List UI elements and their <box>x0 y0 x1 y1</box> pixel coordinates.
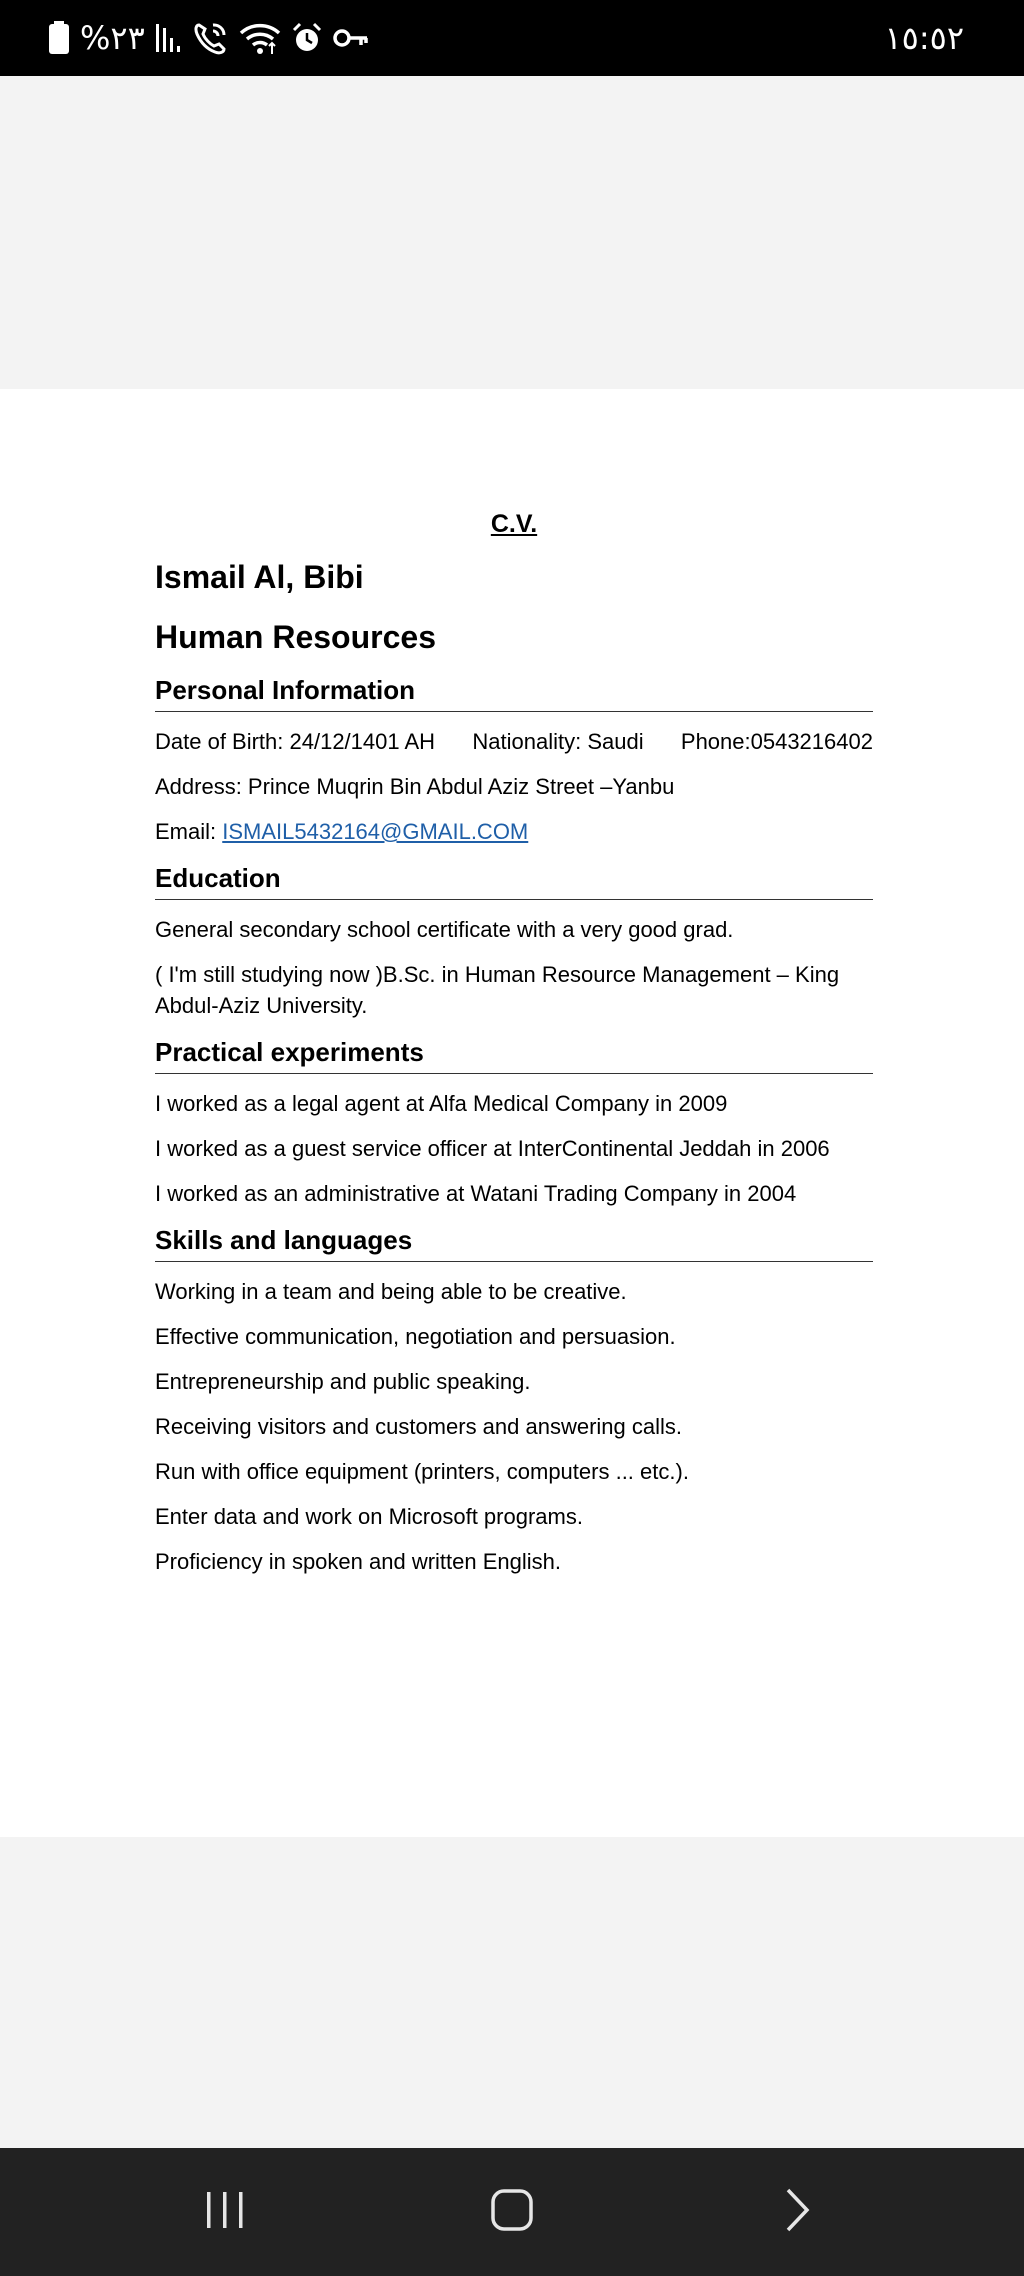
status-icons <box>48 14 369 62</box>
nationality: Nationality: Saudi <box>472 729 644 754</box>
skill-item: Working in a team and being able to be creative. <box>155 1279 627 1304</box>
email-line <box>155 816 873 847</box>
email-link[interactable]: ISMAIL5432164@GMAIL.COM <box>222 819 529 844</box>
section-heading-skills: Skills and languages <box>155 1223 873 1262</box>
skill-item: Proficiency in spoken and written English. <box>155 1549 561 1574</box>
section-heading-experience: Practical experiments <box>155 1035 873 1074</box>
experience-item: I worked as an administrative at Watani Trading Company in 2004 <box>155 1181 797 1206</box>
signal-icon <box>155 22 183 54</box>
vpn-key-icon <box>333 26 369 50</box>
navigation-bar <box>0 2148 1024 2276</box>
section-heading-personal: Personal Information <box>155 673 873 712</box>
home-icon <box>489 2187 535 2238</box>
document-content <box>155 509 873 1591</box>
person-name: Ismail Al, Bibi <box>155 559 364 595</box>
chevron-right-icon <box>782 2187 812 2238</box>
wifi-icon <box>239 21 281 55</box>
home-button[interactable] <box>452 2148 572 2276</box>
person-role: Human Resources <box>155 619 436 655</box>
document-title: C.V. <box>490 510 538 538</box>
address: Address: Prince Muqrin Bin Abdul Aziz Street –Yanbu <box>155 774 675 799</box>
alarm-icon <box>291 22 323 54</box>
experience-item: I worked as a guest service officer at InterContinental Jeddah in 2006 <box>155 1136 830 1161</box>
skill-item: Entrepreneurship and public speaking. <box>155 1369 531 1394</box>
email-label: Email: <box>155 819 223 844</box>
skill-item: Enter data and work on Microsoft programs. <box>155 1504 583 1529</box>
status-bar <box>0 0 1024 76</box>
skill-item: Run with office equipment (printers, computers ... etc.). <box>155 1459 689 1484</box>
battery-icon <box>48 21 70 55</box>
status-time: ١٥:٥٢ <box>884 19 964 57</box>
date-of-birth: Date of Birth: 24/12/1401 AH <box>155 729 436 754</box>
skill-item: Receiving visitors and customers and answering calls. <box>155 1414 683 1439</box>
experience-item: I worked as a legal agent at Alfa Medical Company in 2009 <box>155 1091 728 1116</box>
wifi-call-icon <box>193 21 229 55</box>
personal-details-row <box>155 726 873 757</box>
back-button[interactable] <box>737 2148 857 2276</box>
phone: Phone:0543216402 <box>680 729 873 754</box>
education-item: General secondary school certificate with a very good grad. <box>155 917 734 942</box>
section-heading-education: Education <box>155 861 873 900</box>
recents-button[interactable] <box>165 2148 285 2276</box>
skill-item: Effective communication, negotiation and persuasion. <box>155 1324 676 1349</box>
document-page[interactable] <box>0 389 1024 1837</box>
education-item: ( I'm still studying now )B.Sc. in Human Resource Management – King Abdul-Aziz University. <box>155 962 840 1018</box>
recents-icon <box>203 2188 247 2237</box>
battery-percent: %٢٣ <box>80 19 145 57</box>
